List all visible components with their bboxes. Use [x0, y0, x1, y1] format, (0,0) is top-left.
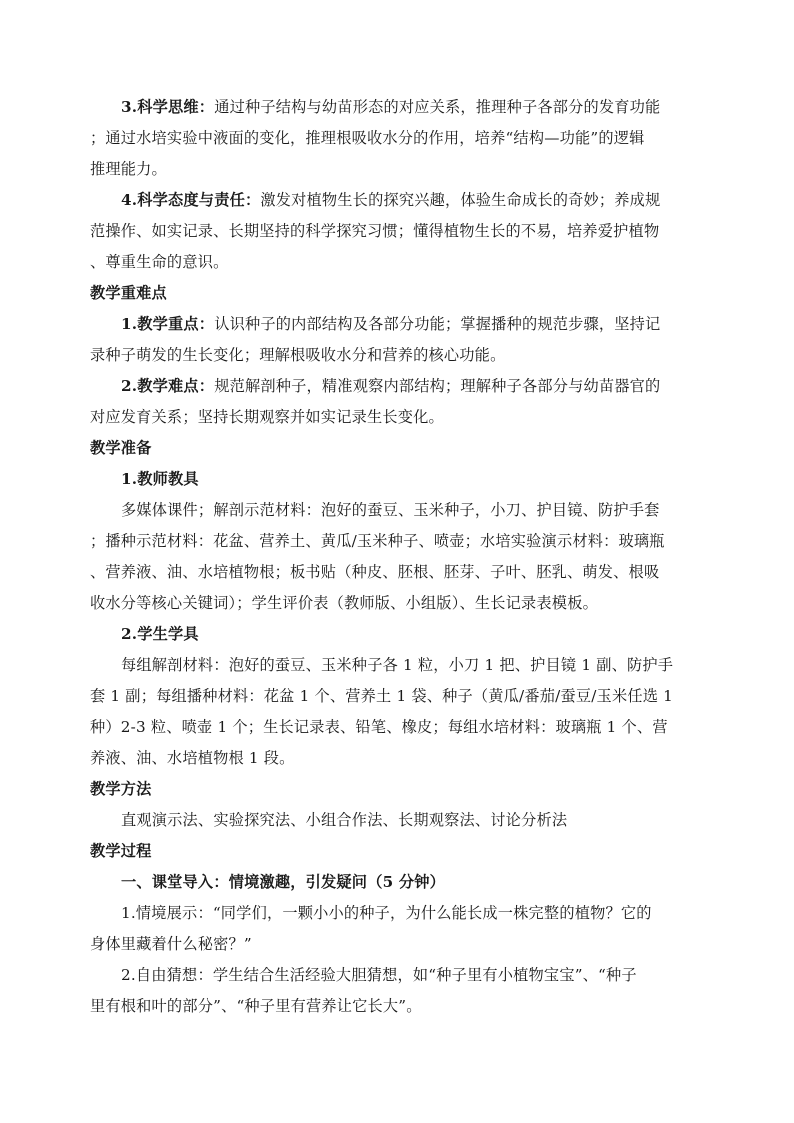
- student-materials-line-3: 种）2-3 粒、喷壶 1 个；生长记录表、铅笔、橡皮；每组水培材料：玻璃瓶 1 个、营: [90, 718, 668, 736]
- step-1-item-1-line-1: 1.情境展示：“同学们，一颗小小的种子，为什么能长成一株完整的植物？它的: [121, 904, 652, 922]
- document-body: [90, 92, 704, 1022]
- step-1-item-2-line-2: 里有根和叶的部分”、“种子里有营养让它长大”。: [90, 997, 422, 1015]
- teacher-materials-line-3: 、营养液、油、水培植物根；板书贴（种皮、胚根、胚芽、子叶、胚乳、萌发、根吸: [90, 563, 660, 581]
- goal-4-line-2: 范操作、如实记录、长期坚持的科学探究习惯；懂得植物生长的不易，培养爱护植物: [90, 222, 660, 240]
- step-1-item-1-line-2: 身体里藏着什么秘密？”: [90, 935, 252, 953]
- student-materials-line-1: 每组解剖材料：泡好的蚕豆、玉米种子各 1 粒，小刀 1 把、护目镜 1 副、防护手: [121, 656, 674, 674]
- section-heading-key-points: 教学重难点: [90, 284, 167, 302]
- teacher-materials-line-4: 收水分等核心关键词）；学生评价表（教师版、小组版）、生长记录表模板。: [90, 594, 598, 612]
- key-point-text: 认识种子的内部结构及各部分功能；掌握播种的规范步骤，坚持记: [214, 315, 661, 333]
- goal-3-text: 通过种子结构与幼苗形态的对应关系，推理种子各部分的发育功能: [214, 98, 661, 116]
- goal-3-label: 3.科学思维：: [121, 98, 215, 116]
- difficulty-label: 2.教学难点：: [121, 377, 215, 395]
- goal-4-line-3: 、尊重生命的意识。: [90, 253, 229, 271]
- step-1-item-2-line-1: 2.自由猜想：学生结合生活经验大胆猜想，如“种子里有小植物宝宝”、“种子: [121, 966, 637, 984]
- key-point-line-1: [90, 309, 704, 340]
- section-heading-preparation: 教学准备: [90, 439, 152, 457]
- goal-4-text: 激发对植物生长的探究兴趣，体验生命成长的奇妙；养成规: [260, 191, 661, 209]
- methods-text: 直观演示法、实验探究法、小组合作法、长期观察法、讨论分析法: [121, 811, 568, 829]
- step-1-title: 一、课堂导入：情境激趣，引发疑问（5 分钟）: [121, 873, 446, 891]
- student-materials-line-2: 套 1 副；每组播种材料：花盆 1 个、营养土 1 袋、种子（黄瓜/番茄/蚕豆/玉米任选 1: [90, 687, 673, 705]
- teacher-materials-line-2: ；播种示范材料：花盆、营养土、黄瓜/玉米种子、喷壶；水培实验演示材料：玻璃瓶: [90, 532, 665, 550]
- section-heading-methods: 教学方法: [90, 780, 152, 798]
- key-point-label: 1.教学重点：: [121, 315, 215, 333]
- section-heading-process: 教学过程: [90, 842, 152, 860]
- goal-3-line-2: ；通过水培实验中液面的变化，推理根吸收水分的作用，培养“结构—功能”的逻辑: [90, 129, 645, 147]
- goal-4-line-1: [90, 185, 704, 216]
- teacher-materials-title: 1.教师教具: [121, 470, 199, 488]
- difficulty-line-2: 对应发育关系；坚持长期观察并如实记录生长变化。: [90, 408, 444, 426]
- difficulty-text: 规范解剖种子，精准观察内部结构；理解种子各部分与幼苗器官的: [214, 377, 661, 395]
- goal-4-label: 4.科学态度与责任：: [121, 191, 261, 209]
- teacher-materials-line-1: 多媒体课件；解剖示范材料：泡好的蚕豆、玉米种子，小刀、护目镜、防护手套: [121, 501, 660, 519]
- key-point-line-2: 录种子萌发的生长变化；理解根吸收水分和营养的核心功能。: [90, 346, 506, 364]
- student-materials-line-4: 养液、油、水培植物根 1 段。: [90, 749, 295, 767]
- goal-3-line-3: 推理能力。: [90, 160, 167, 178]
- difficulty-line-1: [90, 371, 704, 402]
- student-materials-title: 2.学生学具: [121, 625, 199, 643]
- goal-3-line-1: [90, 92, 704, 123]
